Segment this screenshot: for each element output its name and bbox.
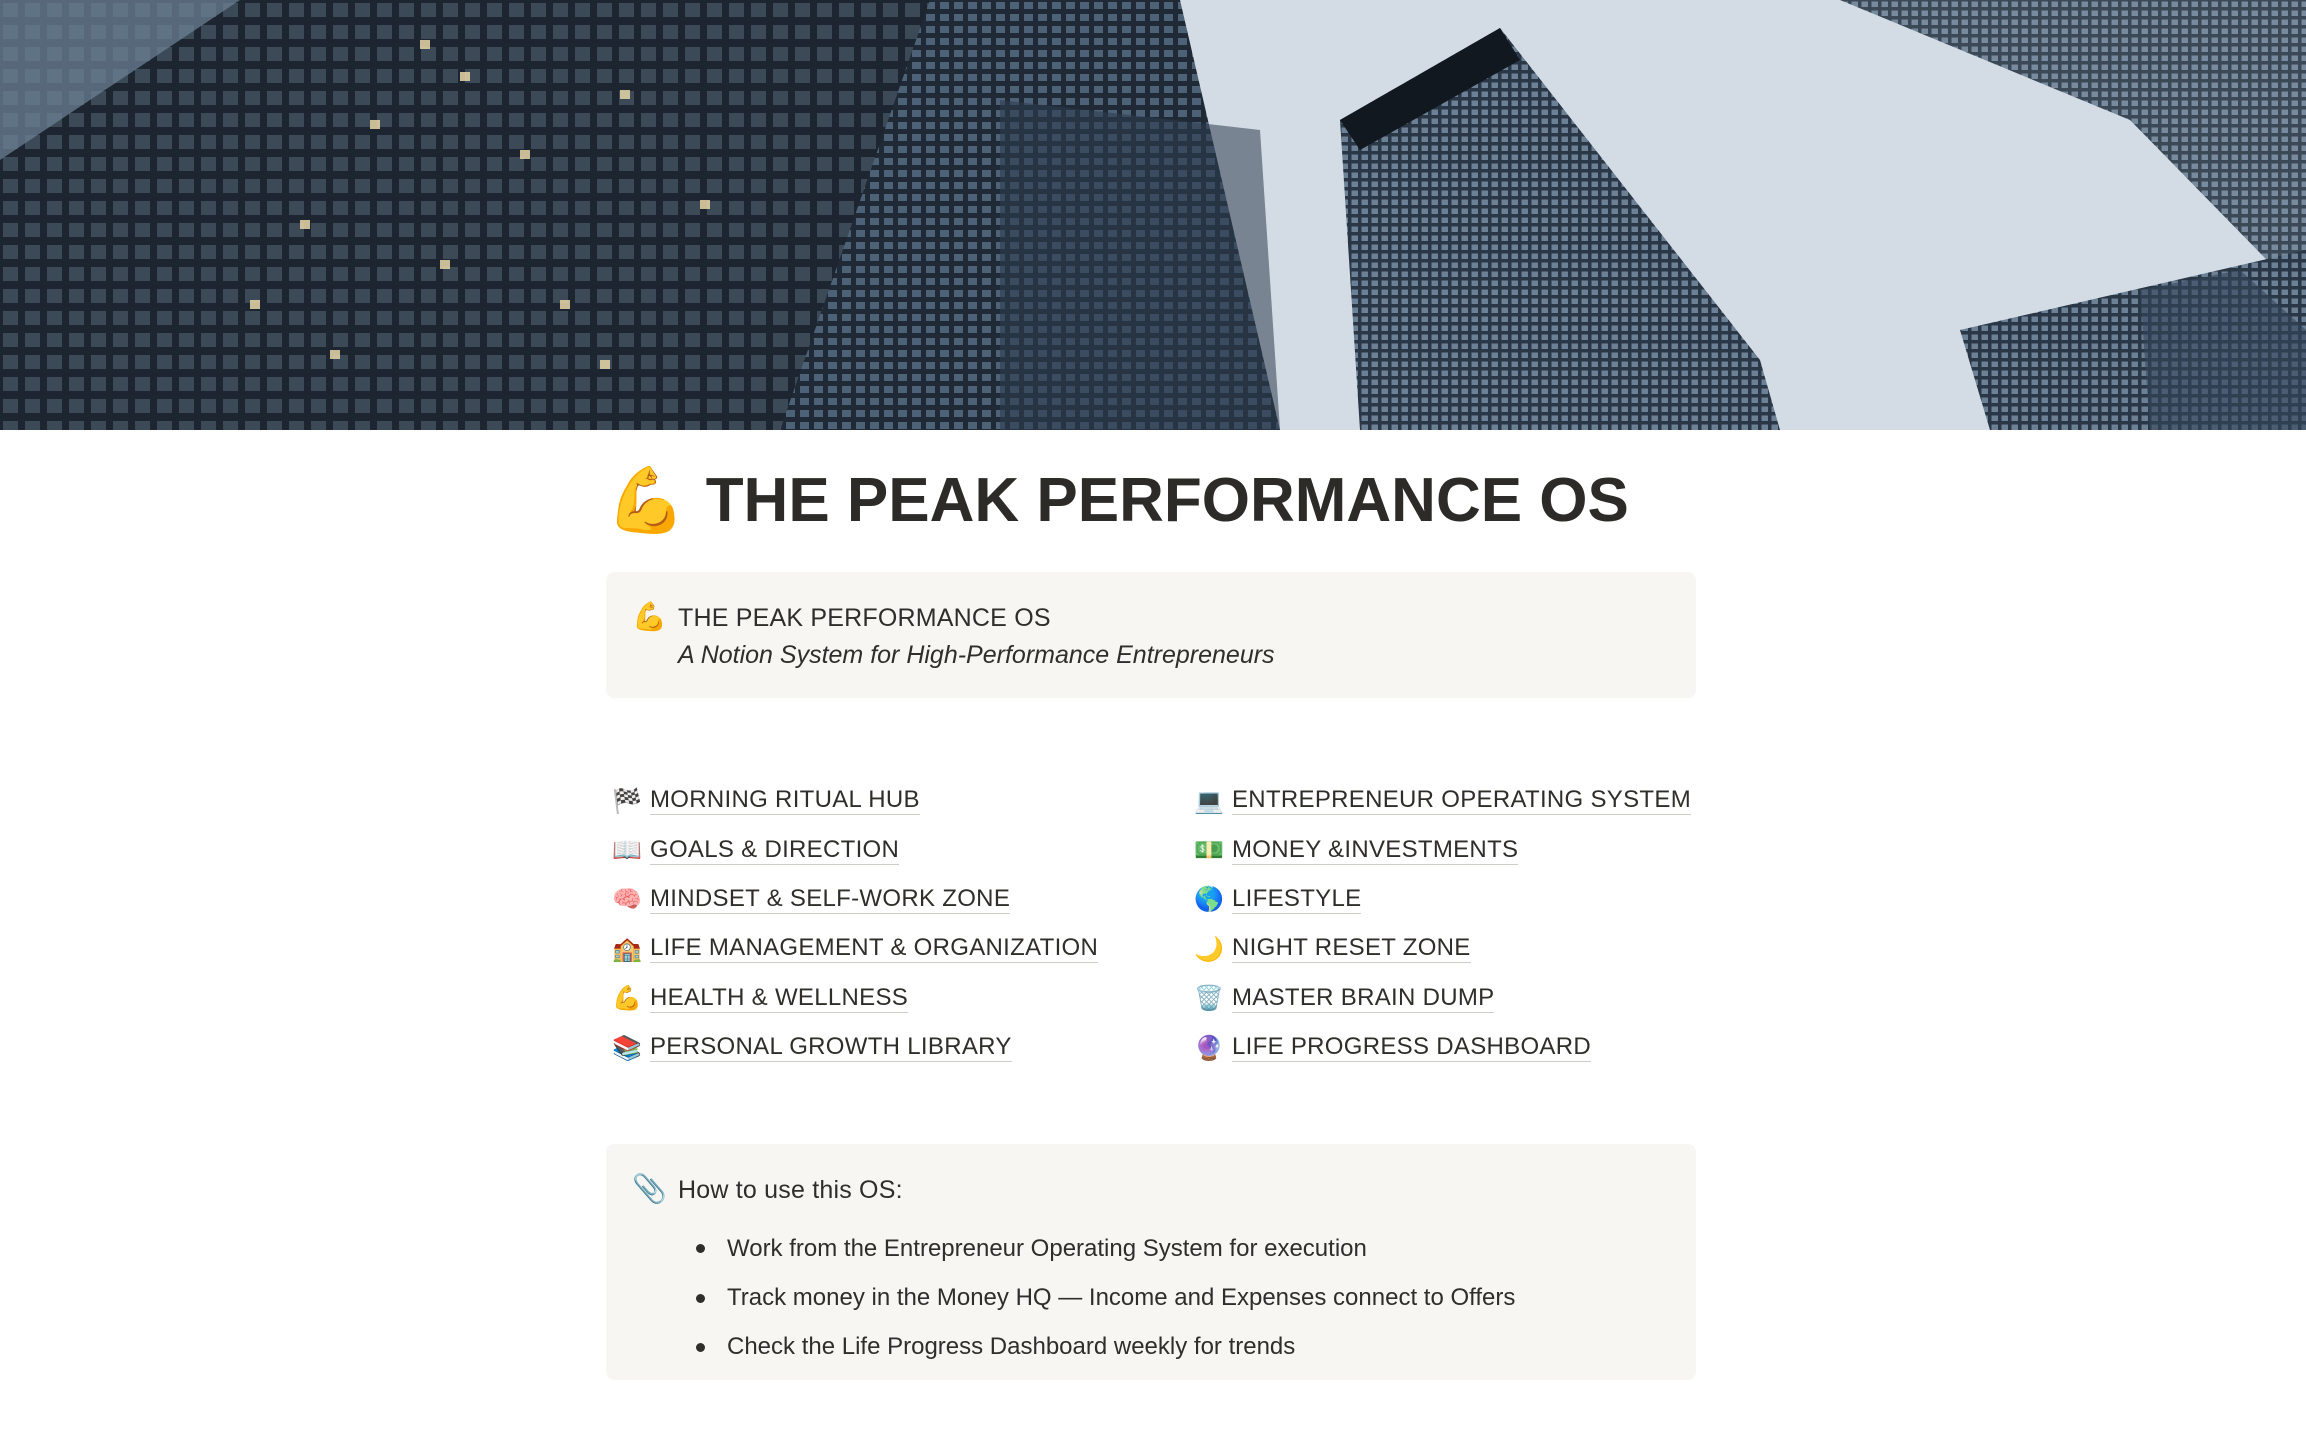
how-to-use-callout	[606, 1144, 1696, 1380]
list-item-text: Work from the Entrepreneur Operating System for execution	[727, 1234, 1367, 1262]
link-health-wellness[interactable]	[612, 974, 1098, 1023]
checkered-flag-icon: 🏁	[612, 786, 642, 815]
page-title	[606, 464, 1629, 538]
link-label: LIFE MANAGEMENT & ORGANIZATION	[650, 934, 1099, 962]
page-title-text[interactable]: THE PEAK PERFORMANCE OS	[705, 466, 1629, 535]
crystal-ball-icon: 🔮	[1194, 1033, 1224, 1062]
flexed-biceps-icon[interactable]: 💪	[632, 600, 667, 633]
link-entrepreneur-operating-system[interactable]	[1194, 776, 1691, 825]
link-life-progress-dashboard[interactable]	[1194, 1023, 1691, 1072]
brain-icon: 🧠	[612, 885, 642, 914]
link-label: PERSONAL GROWTH LIBRARY	[650, 1033, 1012, 1061]
links-left-column	[612, 776, 1098, 1072]
flexed-biceps-icon: 💪	[612, 984, 642, 1013]
list-item-text: Check the Life Progress Dashboard weekly for trends	[727, 1333, 1296, 1361]
links-right-column	[1194, 776, 1691, 1072]
crescent-moon-icon: 🌙	[1194, 934, 1224, 963]
link-label: MINDSET & SELF-WORK ZONE	[650, 884, 1011, 912]
link-lifestyle[interactable]	[1194, 875, 1691, 924]
cover-image	[0, 0, 2306, 430]
intro-callout	[606, 572, 1696, 698]
city-skyscrapers-image	[0, 0, 2306, 430]
bullet-icon	[696, 1343, 705, 1352]
list-item	[690, 1273, 1515, 1322]
bullet-icon	[696, 1244, 705, 1253]
paperclip-icon[interactable]: 📎	[632, 1172, 667, 1205]
wastebasket-icon: 🗑️	[1194, 984, 1224, 1013]
link-label: MORNING RITUAL HUB	[650, 786, 920, 814]
link-morning-ritual-hub[interactable]	[612, 776, 1098, 825]
open-book-icon: 📖	[612, 836, 642, 865]
list-item	[690, 1224, 1515, 1273]
link-label: MASTER BRAIN DUMP	[1232, 983, 1495, 1011]
how-to-use-list	[690, 1224, 1515, 1372]
money-banknote-icon: 💵	[1194, 836, 1224, 865]
link-label: HEALTH & WELLNESS	[650, 983, 909, 1011]
link-label: NIGHT RESET ZONE	[1232, 934, 1471, 962]
link-goals-direction[interactable]	[612, 825, 1098, 874]
link-life-management-organization[interactable]	[612, 924, 1098, 973]
how-to-use-title: How to use this OS:	[678, 1176, 903, 1204]
list-item-text: Track money in the Money HQ — Income and Expenses connect to Offers	[727, 1284, 1516, 1312]
link-master-brain-dump[interactable]	[1194, 974, 1691, 1023]
link-label: ENTREPRENEUR OPERATING SYSTEM	[1232, 786, 1691, 814]
link-personal-growth-library[interactable]	[612, 1023, 1098, 1072]
books-icon: 📚	[612, 1033, 642, 1062]
flexed-biceps-icon[interactable]: 💪	[606, 464, 686, 538]
link-label: LIFE PROGRESS DASHBOARD	[1232, 1033, 1591, 1061]
link-mindset-self-work-zone[interactable]	[612, 875, 1098, 924]
school-building-icon: 🏫	[612, 934, 642, 963]
laptop-icon: 💻	[1194, 786, 1224, 815]
intro-callout-subtitle: A Notion System for High-Performance Entrepreneurs	[678, 641, 1275, 669]
link-night-reset-zone[interactable]	[1194, 924, 1691, 973]
bullet-icon	[696, 1294, 705, 1303]
intro-callout-title: THE PEAK PERFORMANCE OS	[678, 604, 1051, 632]
link-label: LIFESTYLE	[1232, 884, 1362, 912]
link-money-investments[interactable]	[1194, 825, 1691, 874]
globe-icon: 🌎	[1194, 885, 1224, 914]
list-item	[690, 1323, 1515, 1372]
link-label: MONEY &INVESTMENTS	[1232, 835, 1519, 863]
link-label: GOALS & DIRECTION	[650, 835, 900, 863]
